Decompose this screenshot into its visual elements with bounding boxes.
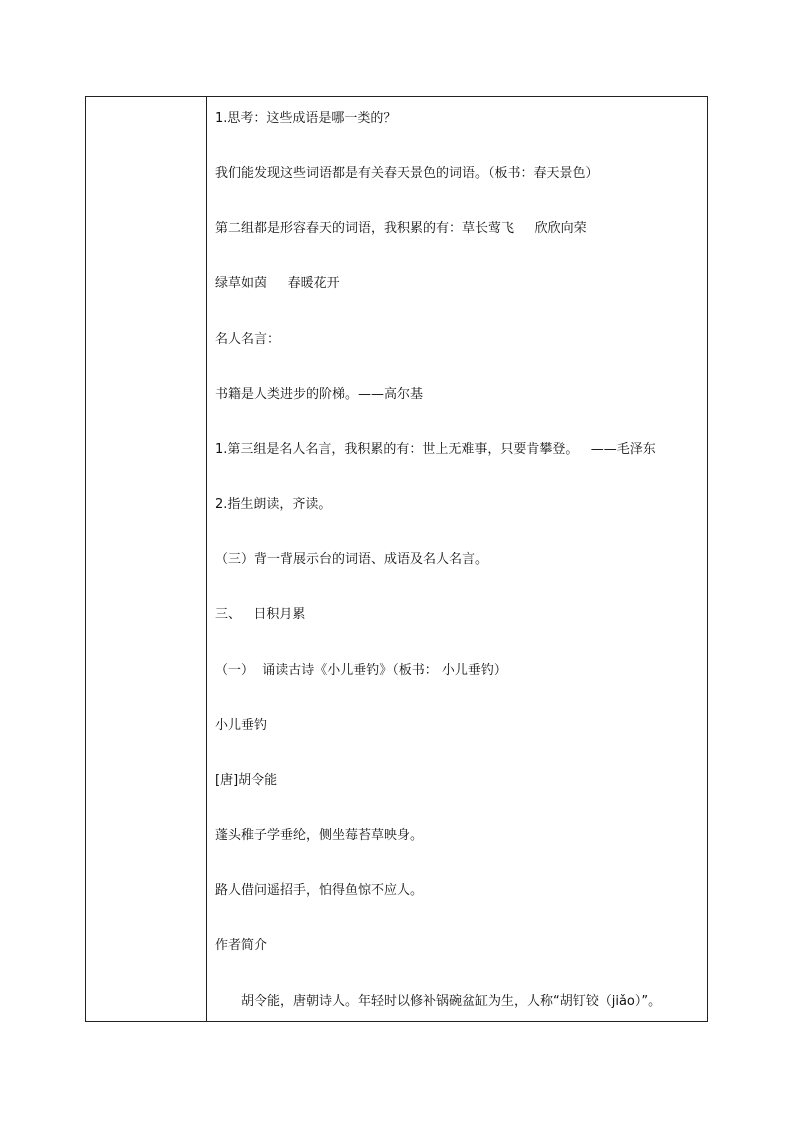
text-line-7: 1.第三组是名人名言，我积累的有：世上无难事，只要肯攀登。 ——毛泽东	[215, 442, 656, 457]
table-left-column	[86, 97, 207, 1021]
text-line-5: 名人名言：	[215, 332, 281, 347]
text-line-2: 我们能发现这些词语都是有关春天景色的词语。（板书：春天景色）	[215, 166, 599, 181]
text-line-3: 第二组都是形容春天的词语，我积累的有：草长莺飞 欣欣向荣	[215, 221, 587, 236]
poem-line-2: 路人借问遥招手，怕得鱼惊不应人。	[215, 883, 424, 898]
poem-author: [唐]胡令能	[215, 773, 278, 788]
poem-line-1: 蓬头稚子学垂纶，侧坐莓苔草映身。	[215, 828, 424, 843]
text-line-6: 书籍是人类进步的阶梯。——高尔基	[215, 387, 424, 402]
poem-title: 小儿垂钓	[215, 718, 268, 733]
author-intro-text: 胡令能，唐朝诗人。年轻时以修补锅碗盆缸为生，人称“胡钉铰（jiǎo）”。	[241, 994, 662, 1009]
text-line-4: 绿草如茵 春暖花开	[215, 276, 340, 291]
author-intro-heading: 作者简介	[215, 938, 268, 953]
text-line-11: （一） 诵读古诗《小儿垂钓》（板书： 小儿垂钓）	[215, 663, 507, 678]
text-line-9: （三）背一背展示台的词语、成语及名人名言。	[215, 552, 489, 567]
section-heading: 三、 日积月累	[215, 607, 306, 622]
text-line-1: 1.思考：这些成语是哪一类的？	[215, 111, 397, 126]
text-line-8: 2.指生朗读，齐读。	[215, 497, 332, 512]
